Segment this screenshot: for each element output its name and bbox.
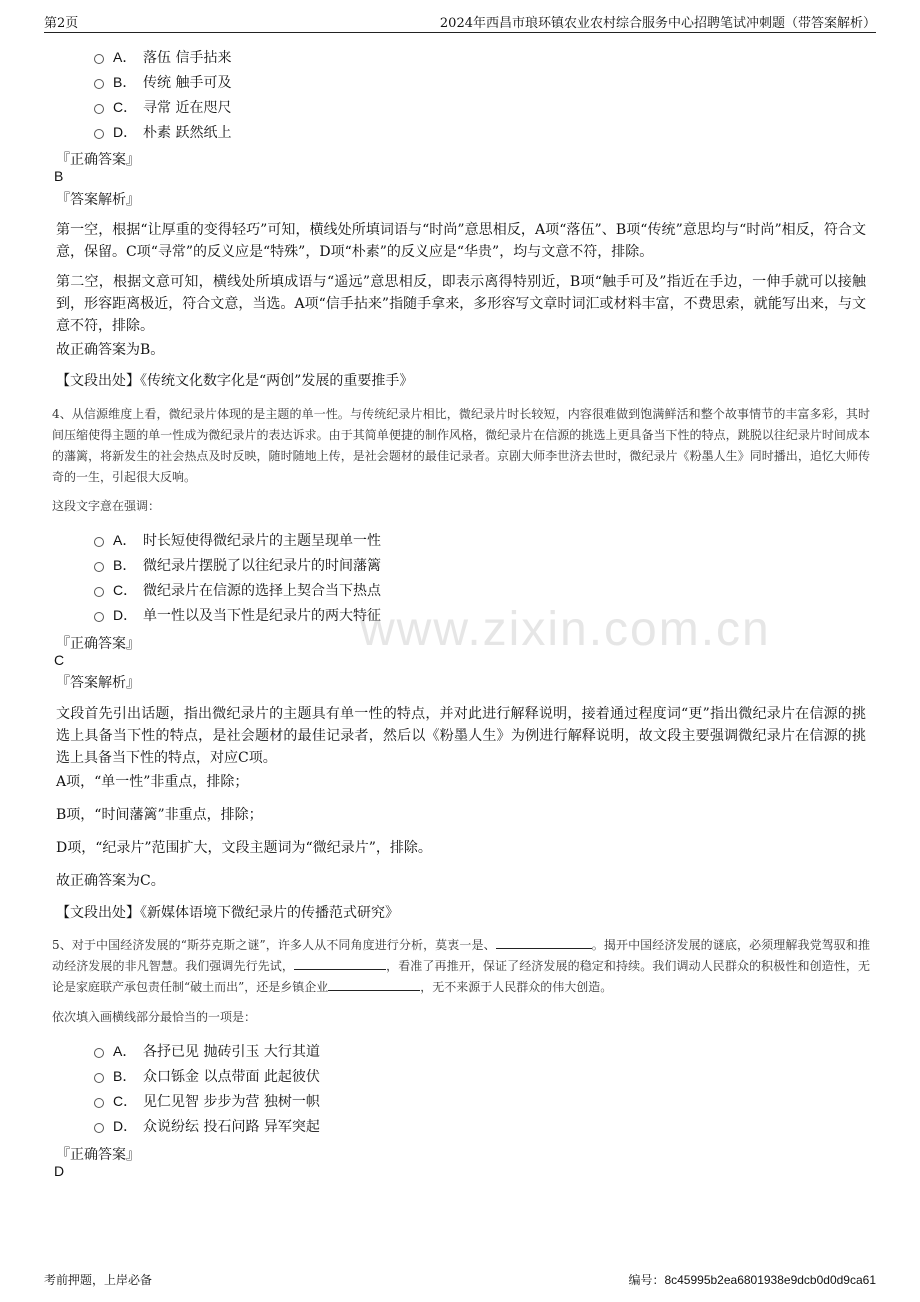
answer-value: B bbox=[54, 168, 64, 184]
page-header bbox=[44, 12, 876, 33]
option-b[interactable]: B． 传统 触手可及 bbox=[94, 72, 231, 92]
fill-blank bbox=[328, 978, 420, 991]
question-prompt: 这段文字意在强调： bbox=[52, 499, 161, 513]
radio-icon[interactable] bbox=[94, 79, 104, 89]
option-c[interactable]: C． 见仁见智 步步为营 独树一帜 bbox=[94, 1091, 320, 1111]
fill-blank bbox=[496, 936, 592, 949]
option-a[interactable]: A． 落伍 信手拈来 bbox=[94, 47, 231, 67]
question-stem: 5、对于中国经济发展的“斯芬克斯之谜”，许多人从不同角度进行分析，莫衷一是、 。揭开中国经济发展的谜底，必须理解我党驾驭和推动经济发展的非凡智慧。我们强调先行先试， ，看准了再推开，保证了经济发展的稳定和持续。我们调动人民群众的积极性和创造性，无论是家庭联产承包责任制“破土而出”，还是乡镇企业 ，无不来源于人民群众的伟大创造。 bbox=[52, 938, 870, 994]
radio-icon[interactable] bbox=[94, 612, 104, 622]
option-a[interactable]: A． 时长短使得微纪录片的主题呈现单一性 bbox=[94, 530, 381, 550]
analysis-paragraph: 第二空，根据文意可知，横线处所填成语与“遥远”意思相反，即表示离得特别近，B项“触手可及”指近在手边，一伸手就可以接触到，形容距离极近，符合文意，当选。A项“信手拈来”指随手拿来，多形容写文章时词汇或材料丰富，不费思索，就能写出来，与文意不符，排除。 bbox=[56, 274, 866, 334]
analysis-label: 『答案解析』 bbox=[56, 675, 140, 691]
radio-icon[interactable] bbox=[94, 1098, 104, 1108]
analysis-paragraph: 第一空，根据“让厚重的变得轻巧”可知，横线处所填词语与“时尚”意思相反，A项“落伍”、B项“传统”意思均与“时尚”相反，符合文意，保留。C项“寻常”的反义应是“特殊”，D项“朴素”的反义应是“华贵”，均与文意不符，排除。 bbox=[56, 222, 866, 260]
radio-icon[interactable] bbox=[94, 587, 104, 597]
option-d[interactable]: D． 单一性以及当下性是纪录片的两大特征 bbox=[94, 605, 381, 625]
answer-value: D bbox=[54, 1163, 65, 1179]
radio-icon[interactable] bbox=[94, 562, 104, 572]
question-prompt: 依次填入画横线部分最恰当的一项是： bbox=[52, 1010, 257, 1024]
analysis-paragraph: B项，“时间藩篱”非重点，排除； bbox=[56, 807, 263, 823]
document-code: 编号：8c45995b2ea6801938e9dcb0d0d9ca61 bbox=[628, 1273, 876, 1287]
fill-blank bbox=[294, 957, 386, 970]
option-d[interactable]: D． 朴素 跃然纸上 bbox=[94, 122, 231, 142]
answer-label: 『正确答案』 bbox=[56, 636, 140, 652]
answer-label: 『正确答案』 bbox=[56, 152, 140, 168]
document-title: 2024年西昌市琅环镇农业农村综合服务中心招聘笔试冲刺题（带答案解析） bbox=[439, 16, 876, 31]
radio-icon[interactable] bbox=[94, 537, 104, 547]
page-number: 第2页 bbox=[44, 16, 79, 31]
option-c[interactable]: C． 寻常 近在咫尺 bbox=[94, 97, 231, 117]
option-a[interactable]: A． 各抒已见 抛砖引玉 大行其道 bbox=[94, 1041, 320, 1061]
watermark: www.zixin.com.cn bbox=[360, 603, 771, 656]
analysis-conclusion: 故正确答案为C。 bbox=[56, 873, 165, 889]
footer-slogan: 考前押题，上岸必备 bbox=[44, 1273, 153, 1287]
radio-icon[interactable] bbox=[94, 1073, 104, 1083]
page-footer bbox=[44, 1271, 876, 1288]
option-b[interactable]: B． 微纪录片摆脱了以往纪录片的时间藩篱 bbox=[94, 555, 381, 575]
analysis-paragraph: 文段首先引出话题，指出微纪录片的主题具有单一性的特点，并对此进行解释说明，接着通过程度词“更”指出微纪录片在信源的挑选上具备当下性的特点，是社会题材的最佳记录者，然后以《粉墨人生》为例进行解释说明，故文段主要强调微纪录片在信源的挑选上具备当下性的特点，对应C项。 bbox=[56, 706, 866, 766]
option-c[interactable]: C． 微纪录片在信源的选择上契合当下热点 bbox=[94, 580, 381, 600]
option-b[interactable]: B． 众口铄金 以点带面 此起彼伏 bbox=[94, 1066, 320, 1086]
analysis-paragraph: D项，“纪录片”范围扩大，文段主题词为“微纪录片”，排除。 bbox=[56, 840, 432, 856]
radio-icon[interactable] bbox=[94, 1048, 104, 1058]
analysis-paragraph: A项，“单一性”非重点，排除； bbox=[56, 774, 249, 790]
option-d[interactable]: D． 众说纷纭 投石问路 异军突起 bbox=[94, 1116, 320, 1136]
answer-value: C bbox=[54, 652, 65, 668]
radio-icon[interactable] bbox=[94, 54, 104, 64]
analysis-conclusion: 故正确答案为B。 bbox=[56, 342, 165, 358]
source-citation: 【文段出处】《传统文化数字化是“两创”发展的重要推手》 bbox=[56, 373, 414, 389]
radio-icon[interactable] bbox=[94, 1123, 104, 1133]
radio-icon[interactable] bbox=[94, 104, 104, 114]
question-stem: 4、从信源维度上看，微纪录片体现的是主题的单一性。与传统纪录片相比，微纪录片时长较短，内容很难做到饱满鲜活和整个故事情节的丰富多彩，其时间压缩使得主题的单一性成为微纪录片的表达诉求。由于其简单便捷的制作风格，微纪录片在信源的挑选上更具备当下性的特点，跳脱以往纪录片时间成本的藩篱，将新发生的社会热点及时反映，随时随地上传，是社会题材的最佳记录者。京剧大师李世济去世时，微纪录片《粉墨人生》同时播出，追忆大师传奇的一生，引起很大反响。 bbox=[52, 407, 870, 484]
source-citation: 【文段出处】《新媒体语境下微纪录片的传播范式研究》 bbox=[56, 905, 399, 921]
analysis-label: 『答案解析』 bbox=[56, 192, 140, 208]
radio-icon[interactable] bbox=[94, 129, 104, 139]
answer-label: 『正确答案』 bbox=[56, 1147, 140, 1163]
